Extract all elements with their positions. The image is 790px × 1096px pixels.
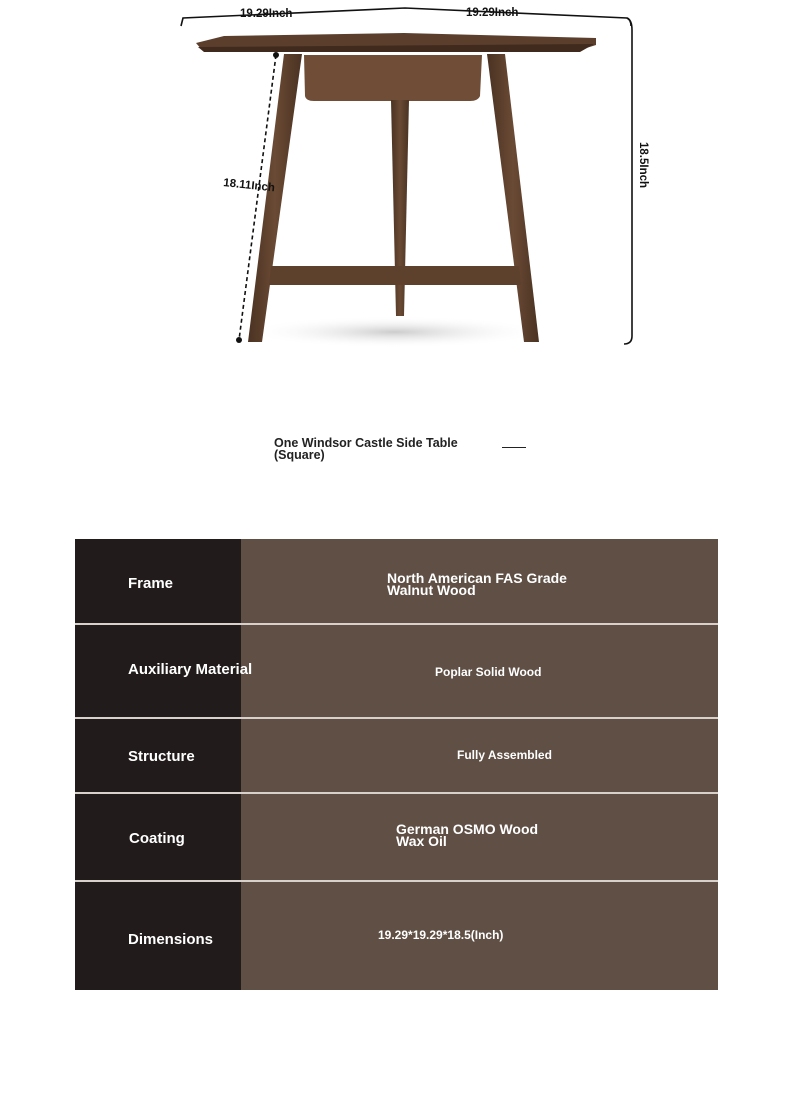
floor-shadow [245, 316, 545, 348]
product-image [0, 0, 790, 400]
width-label-right: 19.29Inch [466, 7, 519, 19]
height-label: 18.5Inch [637, 142, 649, 189]
product-name-line2: (Square) [274, 448, 325, 462]
height-dimension-line [624, 18, 632, 344]
spec-value: Poplar Solid Wood [435, 665, 542, 679]
product-name-line1: One Windsor Castle Side Table [274, 436, 458, 450]
divider [502, 447, 526, 448]
spec-row-structure [75, 718, 718, 792]
spec-label: Coating [129, 830, 185, 847]
table-leg-left [248, 54, 302, 342]
width-label-left: 19.29Inch [240, 8, 293, 20]
diagonal-label: 18.11Inch [222, 177, 276, 195]
spec-row-auxiliary-material [75, 624, 718, 717]
spec-row-coating [75, 793, 718, 880]
spec-value [387, 572, 567, 596]
spec-value: Fully Assembled [457, 748, 552, 762]
spec-row-dimensions [75, 881, 718, 990]
spec-table [75, 539, 718, 990]
spec-value-line: German OSMO Wood [396, 821, 539, 837]
spec-label: Dimensions [128, 931, 214, 948]
table-leg-right [487, 54, 539, 342]
spec-label: Structure [128, 748, 195, 765]
spec-value: 19.29*19.29*18.5(Inch) [378, 928, 504, 942]
spec-label: Frame [128, 575, 174, 592]
spec-value-line: North American FAS Grade [387, 570, 567, 586]
spec-value-line: Wax Oil [396, 833, 447, 849]
table-stretcher [269, 266, 521, 285]
spec-value-line: Walnut Wood [387, 582, 476, 598]
product-name [274, 437, 494, 461]
spec-value [396, 823, 538, 847]
spec-label: Auxiliary Material [128, 661, 253, 678]
table-drawer [304, 55, 482, 101]
spec-row-frame [75, 539, 718, 623]
